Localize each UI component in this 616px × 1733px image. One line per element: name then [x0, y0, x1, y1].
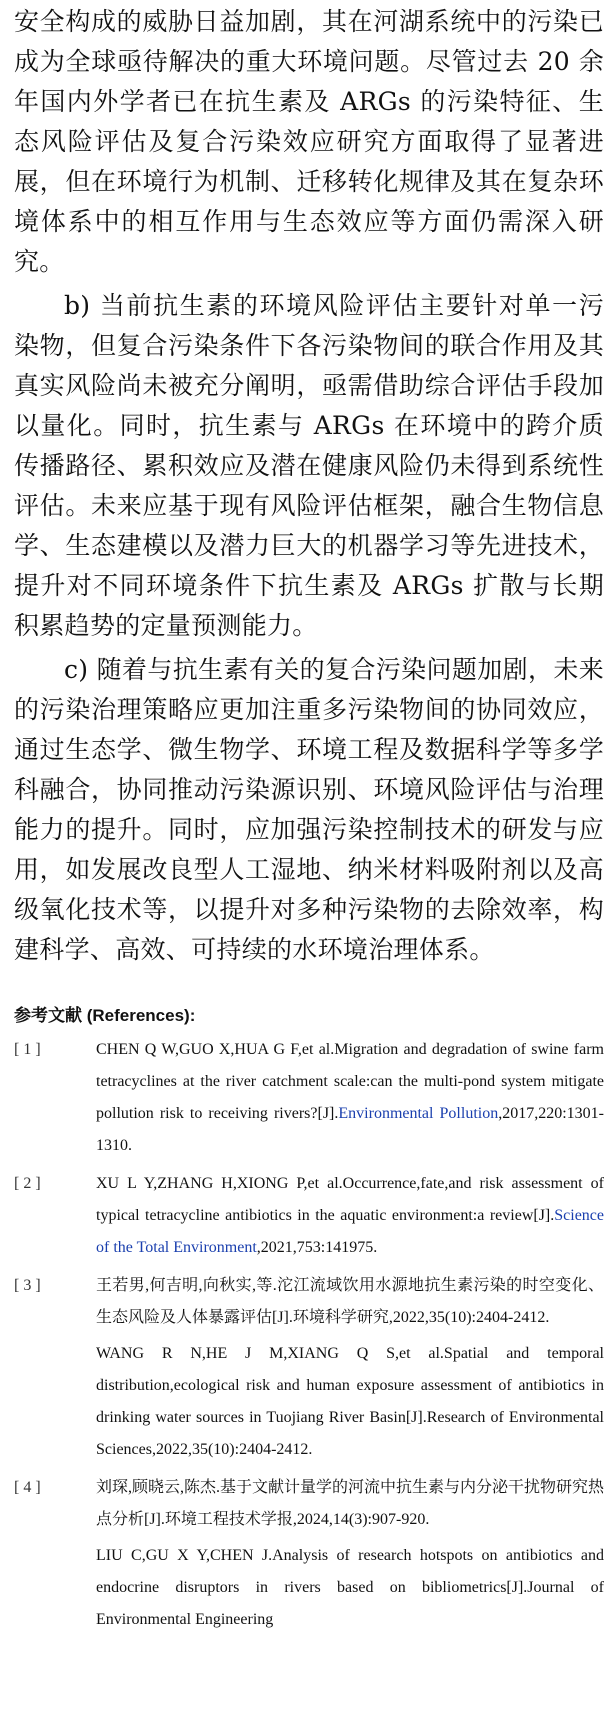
- reference-item-2: [14, 1168, 604, 1264]
- reference-item-1: [14, 1034, 604, 1162]
- reference-text-zh: 刘琛,顾晓云,陈杰.基于文献计量学的河流中抗生素与内分泌干扰物研究热点分析[J].环境工程技术学报,2024,14(3):907-920.: [96, 1479, 605, 1528]
- reference-text-zh: 王若男,何吉明,向秋实,等.沱江流域饮用水源地抗生素污染的时空变化、生态风险及人体暴露评估[J].环境科学研究,2022,35(10):2404-2412.: [96, 1277, 604, 1326]
- reference-number: [ 1 ]: [14, 1041, 41, 1058]
- reference-pages: ,2021,753:141975.: [256, 1239, 378, 1256]
- reference-text-en: [96, 1034, 604, 1162]
- reference-text-en: LIU C,GU X Y,CHEN J.Analysis of research hotspots on antibiotics and endocrine disruptors in rivers based on bibliometrics[J].Journal of Environmental Engineering: [96, 1547, 604, 1628]
- body-paragraph-c: c) 随着与抗生素有关的复合污染问题加剧，未来的污染治理策略应更加注重多污染物间的协同效应，通过生态学、微生物学、环境工程及数据科学等多学科融合，协同推动污染源识别、环境风险评估与治理能力的提升。同时，应加强污染控制技术的研发与应用，如发展改良型人工湿地、纳米材料吸附剂以及高级氧化技术等，以提升对多种污染物的去除效率，构建科学、高效、可持续的水环境治理体系。: [14, 655, 604, 964]
- reference-citation: XU L Y,ZHANG H,XIONG P,et al.Occurrence,fate,and risk assessment of typical tetracycline antibiotics in the aquatic environment:a review[J].: [96, 1175, 604, 1224]
- journal-link[interactable]: Science of the Total Environment: [96, 1207, 604, 1256]
- reference-text-en: [96, 1168, 604, 1264]
- body-paragraph-continuation: 安全构成的威胁日益加剧，其在河湖系统中的污染已成为全球亟待解决的重大环境问题。尽管过去 20 余年国内外学者已在抗生素及 ARGs 的污染特征、生态风险评估及复合污染效应研究方面取得了显著进展，但在环境行为机制、迁移转化规律及其在复杂环境体系中的相互作用与生态效应等方面仍需深入研究。: [14, 7, 604, 276]
- reference-item-3: [14, 1270, 604, 1466]
- references-heading: 参考文献 (References):: [14, 1006, 196, 1025]
- page: [0, 2, 616, 1733]
- reference-number: [ 4 ]: [14, 1479, 41, 1496]
- reference-text-en: WANG R N,HE J M,XIANG Q S,et al.Spatial and temporal distribution,ecological risk and human exposure assessment of antibiotics in drinking water sources in Tuojiang River Basin[J].Research of Environmental Sciences,2022,35(10):2404-2412.: [96, 1345, 604, 1458]
- reference-number: [ 2 ]: [14, 1175, 41, 1192]
- reference-citation: CHEN Q W,GUO X,HUA G F,et al.Migration and degradation of swine farm tetracyclines at the river catchment scale:can the multi-pond system mitigate pollution risk to receiving rivers?[J].: [96, 1041, 604, 1122]
- reference-number: [ 3 ]: [14, 1277, 41, 1294]
- journal-link[interactable]: Environmental Pollution: [338, 1105, 499, 1122]
- reference-pages: ,2017,220:1301-1310.: [96, 1105, 604, 1154]
- reference-item-4: [14, 1472, 604, 1636]
- body-paragraph-b: b) 当前抗生素的环境风险评估主要针对单一污染物，但复合污染条件下各污染物间的联合作用及其真实风险尚未被充分阐明，亟需借助综合评估手段加以量化。同时，抗生素与 ARGs 在环境中的跨介质传播路径、累积效应及潜在健康风险仍未得到系统性评估。未来应基于现有风险评估框架，融合生物信息学、生态建模以及潜力巨大的机器学习等先进技术，提升对不同环境条件下抗生素及 ARGs 扩散与长期积累趋势的定量预测能力。: [14, 291, 604, 640]
